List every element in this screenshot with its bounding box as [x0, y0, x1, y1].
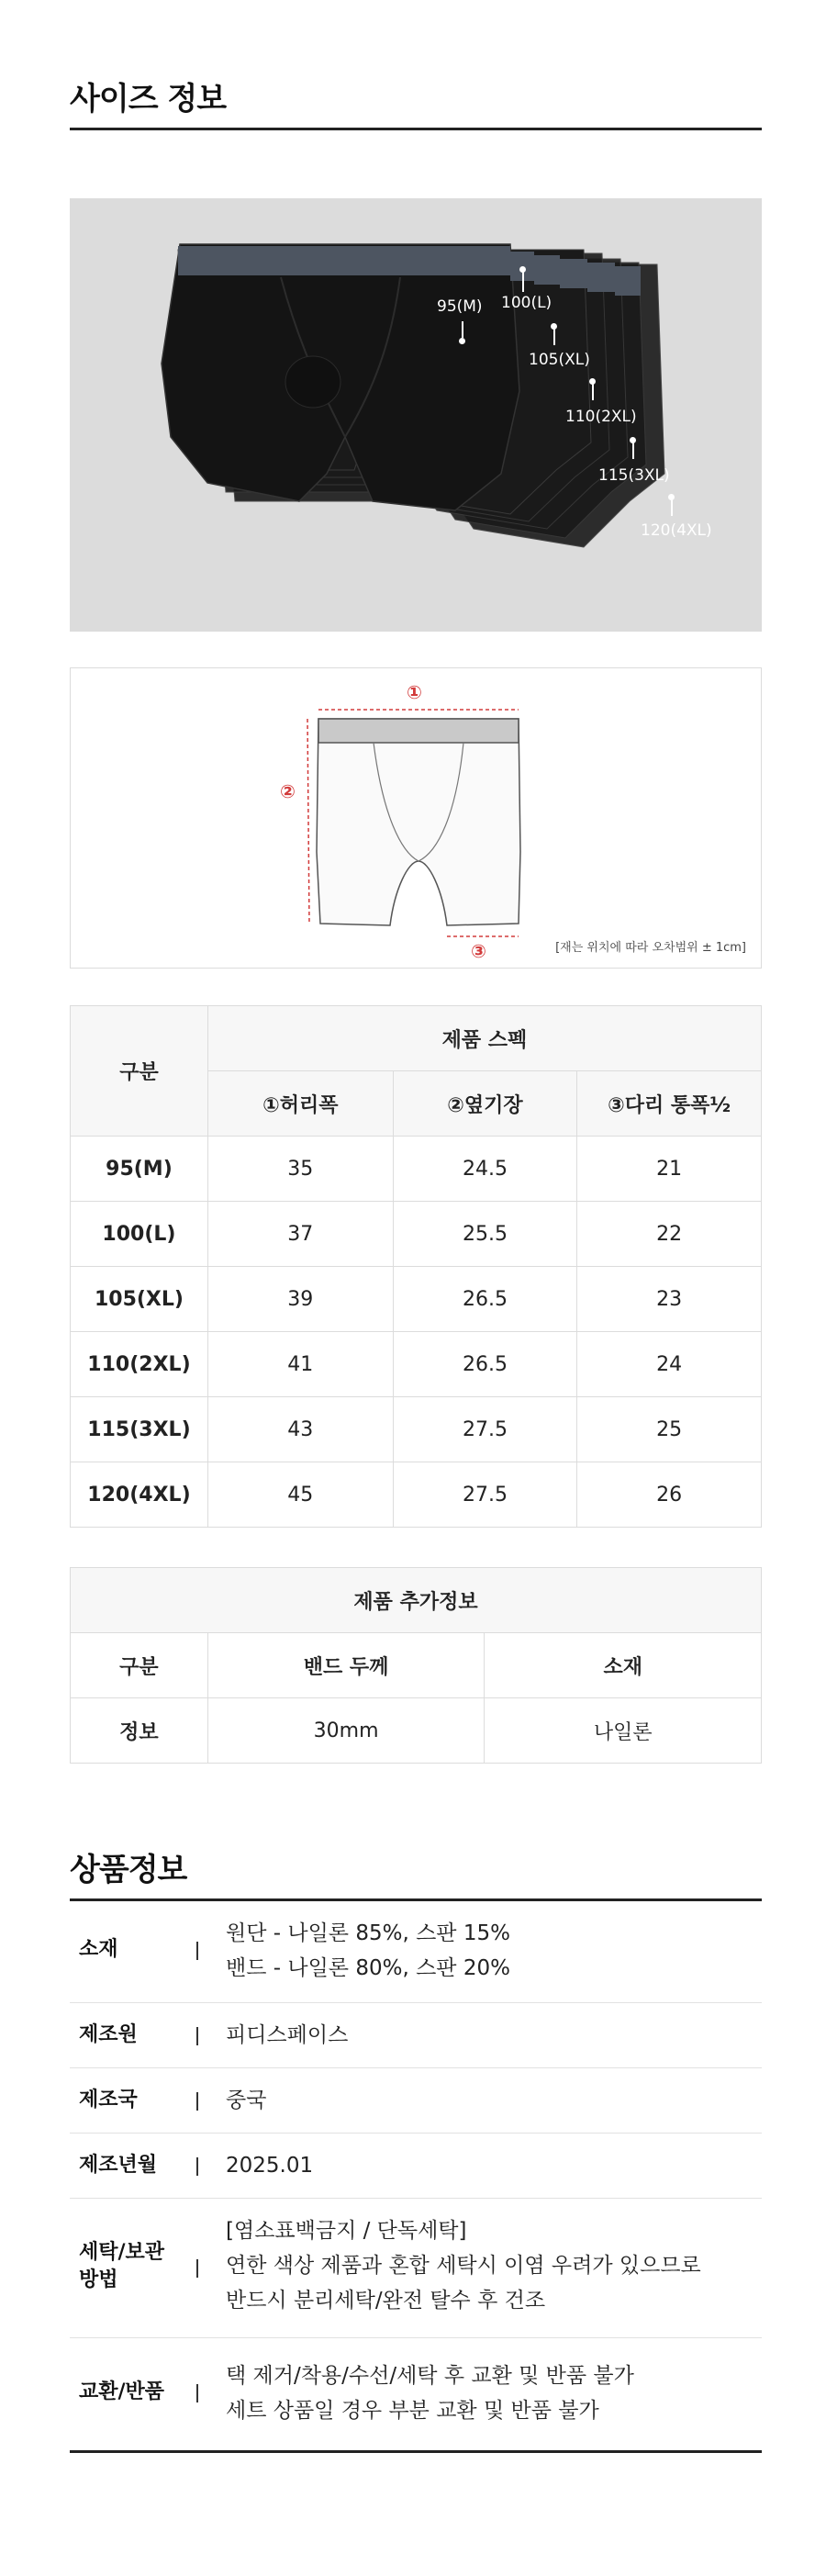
cell-side: 26.5: [393, 1267, 577, 1332]
info-value-line: 세트 상품일 경우 부분 교환 및 반품 불가: [226, 2399, 599, 2423]
info-value-line: 연한 색상 제품과 혼합 세탁시 이염 우려가 있으므로: [226, 2254, 701, 2278]
cell-side: 26.5: [393, 1332, 577, 1397]
cell-leg: 25: [577, 1397, 762, 1462]
table-row: [71, 1137, 762, 1202]
row-size: 105(XL): [71, 1267, 208, 1332]
size-info-title-rule: [70, 128, 762, 130]
cell-leg: 23: [577, 1267, 762, 1332]
extra-info-title: 제품 추가정보: [71, 1568, 762, 1633]
extra-header-material: 소재: [485, 1633, 762, 1698]
info-row-care: [70, 2199, 762, 2338]
row-size: 95(M): [71, 1137, 208, 1202]
info-label: 소재: [79, 1938, 118, 1961]
spec-header-title: 제품 스펙: [207, 1006, 761, 1071]
info-row-date: [70, 2134, 762, 2199]
row-size: 120(4XL): [71, 1462, 208, 1528]
size-label-115: 115(3XL): [598, 466, 670, 485]
info-value-line: 택 제거/착용/수선/세탁 후 교환 및 반품 불가: [226, 2364, 634, 2388]
cell-side: 27.5: [393, 1397, 577, 1462]
size-label-100: 100(L): [501, 294, 553, 312]
cell-waist: 35: [207, 1137, 393, 1202]
info-value-line: [염소표백금지 / 단독세탁]: [226, 2219, 467, 2243]
info-label: 제조원: [79, 2023, 138, 2046]
info-value-line: 피디스페이스: [226, 2023, 349, 2047]
cell-leg: 22: [577, 1202, 762, 1267]
info-label: 제조국: [79, 2089, 138, 2111]
spec-col-waist: ①허리폭: [207, 1071, 393, 1137]
table-row: [71, 1462, 762, 1528]
info-separator: [196, 1942, 198, 1960]
extra-material-value: 나일론: [485, 1698, 762, 1764]
cell-waist: 45: [207, 1462, 393, 1528]
info-row-material: [70, 1901, 762, 2003]
spec-table: [70, 1005, 762, 1528]
size-info-title: 사이즈 정보: [70, 81, 227, 118]
info-value-line: 밴드 - 나일론 80%, 스판 20%: [226, 1956, 510, 1980]
info-value-line: 2025.01: [226, 2154, 314, 2178]
size-leader-120: [671, 499, 673, 516]
info-row-country: [70, 2068, 762, 2134]
info-label: 제조년월: [79, 2154, 158, 2177]
info-label: 교환/반품: [79, 2380, 165, 2403]
table-row: [71, 1267, 762, 1332]
size-leader-115: [632, 442, 634, 459]
extra-header-band: 밴드 두께: [207, 1633, 485, 1698]
row-size: 110(2XL): [71, 1332, 208, 1397]
cell-side: 24.5: [393, 1137, 577, 1202]
info-separator: [196, 2092, 198, 2111]
info-row-manufacturer: [70, 2003, 762, 2068]
cell-side: 27.5: [393, 1462, 577, 1528]
table-row: [71, 1202, 762, 1267]
spec-header-group: 구분: [71, 1006, 208, 1137]
info-row-return: [70, 2338, 762, 2453]
product-photo: [70, 198, 762, 632]
info-separator: [196, 2027, 198, 2045]
extra-header-group: 구분: [71, 1633, 208, 1698]
extra-info-table: [70, 1567, 762, 1764]
info-separator: [196, 2259, 198, 2278]
cell-leg: 21: [577, 1137, 762, 1202]
extra-band-value: 30mm: [207, 1698, 485, 1764]
size-leader-110: [592, 384, 594, 400]
product-info-title: 상품정보: [70, 1852, 187, 1888]
info-label-cont: 방법: [79, 2268, 118, 2291]
info-value-line: 중국: [226, 2089, 267, 2112]
measurement-note: [재는 위치에 따라 오차범위 ± 1cm]: [555, 941, 746, 955]
stacked-briefs-illustration: [70, 198, 762, 632]
size-dot-95: [459, 338, 465, 344]
info-value-line: 원단 - 나일론 85%, 스판 15%: [226, 1921, 510, 1945]
info-separator: [196, 2157, 198, 2176]
marker-side-length: ②: [280, 780, 296, 802]
info-value-line: 반드시 분리세탁/완전 탈수 후 건조: [226, 2289, 546, 2313]
size-label-95: 95(M): [437, 297, 483, 316]
cell-leg: 26: [577, 1462, 762, 1528]
table-row: [71, 1698, 762, 1764]
size-label-110: 110(2XL): [565, 408, 637, 426]
cell-waist: 39: [207, 1267, 393, 1332]
cell-leg: 24: [577, 1332, 762, 1397]
row-size: 100(L): [71, 1202, 208, 1267]
table-row: [71, 1332, 762, 1397]
spec-col-side: ②옆기장: [393, 1071, 577, 1137]
cell-side: 25.5: [393, 1202, 577, 1267]
size-label-120: 120(4XL): [641, 521, 712, 540]
marker-leg-width: ③: [471, 940, 486, 962]
cell-waist: 37: [207, 1202, 393, 1267]
size-leader-95: [462, 321, 463, 338]
spec-col-leg: ③다리 통폭½: [577, 1071, 762, 1137]
measurement-diagram: [70, 667, 762, 969]
info-separator: [196, 2384, 198, 2402]
table-row: [71, 1397, 762, 1462]
size-leader-100: [522, 272, 524, 292]
cell-waist: 43: [207, 1397, 393, 1462]
info-label: 세탁/보관: [79, 2241, 165, 2264]
marker-waist-width: ①: [407, 681, 422, 703]
cell-waist: 41: [207, 1332, 393, 1397]
brief-outline-drawing: [71, 668, 763, 969]
size-leader-105: [553, 329, 555, 345]
row-size: 115(3XL): [71, 1397, 208, 1462]
size-label-105: 105(XL): [529, 351, 590, 369]
extra-row-label: 정보: [71, 1698, 208, 1764]
